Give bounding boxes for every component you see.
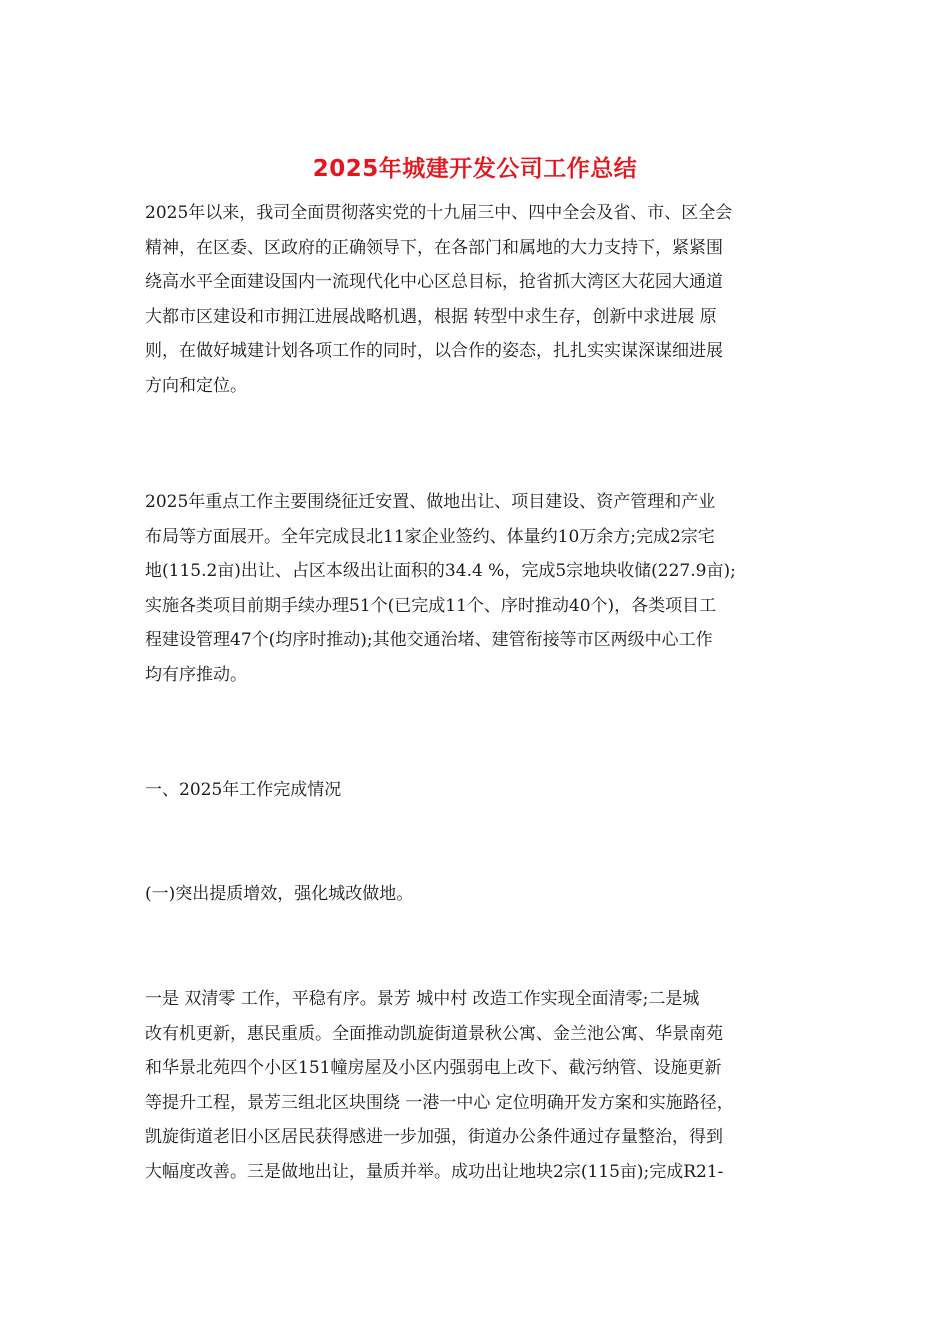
- text-line: 大幅度改善。三是做地出让，量质并举。成功出让地块2宗(115亩);完成R21-: [145, 1161, 724, 1182]
- text-line: 凯旋街道老旧小区居民获得感进一步加强，街道办公条件通过存量整治，得到: [145, 1127, 723, 1147]
- text-line: 程建设管理47个(均序时推动);其他交通治堵、建管衔接等市区两级中心工作: [145, 630, 713, 650]
- document-title: 2025年城建开发公司工作总结: [312, 156, 638, 182]
- heading-line: (一)突出提质增效，强化城改做地。: [145, 884, 414, 904]
- text-line: 地(115.2亩)出让、占区本级出让面积的34.4 %，完成5宗地块收储(227.9亩);: [145, 561, 736, 581]
- paragraph-details: [145, 982, 805, 1189]
- text-line: 绕高水平全面建设国内一流现代化中心区总目标，抢省抓大湾区大花园大通道: [145, 272, 723, 292]
- text-line: 精神，在区委、区政府的正确领导下，在各部门和属地的大力支持下，紧紧围: [145, 237, 723, 258]
- text-line: 改有机更新，惠民重质。全面推动凯旋街道景秋公寓、金兰池公寓、华景南苑: [145, 1023, 723, 1044]
- section-heading: [145, 773, 805, 808]
- text-line: 布局等方面展开。全年完成艮北11家企业签约、体量约10万余方;完成2宗宅: [145, 526, 715, 547]
- text-line: 则，在做好城建计划各项工作的同时，以合作的姿态，扎扎实实谋深谋细进展: [145, 341, 723, 361]
- paragraph-key-work: [145, 485, 805, 692]
- text-line: 一是 双清零 工作，平稳有序。景芳 城中村 改造工作实现全面清零;二是城: [145, 989, 700, 1009]
- text-line: 等提升工程，景芳三组北区块围绕 一港一中心 定位明确开发方案和实施路径，: [145, 1092, 734, 1113]
- text-line: 和华景北苑四个小区151幢房屋及小区内强弱电上改下、截污纳管、设施更新: [145, 1058, 722, 1078]
- text-line: 实施各类项目前期手续办理51个(已完成11个、序时推动40个)，各类项目工: [145, 595, 717, 616]
- text-line: 2025年以来，我司全面贯彻落实党的十九届三中、四中全会及省、市、区全会: [145, 203, 733, 223]
- paragraph-intro: [145, 196, 805, 403]
- heading-line: 一、2025年工作完成情况: [145, 780, 342, 800]
- subsection-heading: [145, 877, 805, 912]
- text-line: 2025年重点工作主要围绕征迁安置、做地出让、项目建设、资产管理和产业: [145, 492, 716, 512]
- text-line: 方向和定位。: [145, 375, 247, 396]
- text-line: 大都市区建设和市拥江进展战略机遇，根据 转型中求生存，创新中求进展 原: [145, 306, 717, 327]
- text-line: 均有序推动。: [145, 664, 247, 685]
